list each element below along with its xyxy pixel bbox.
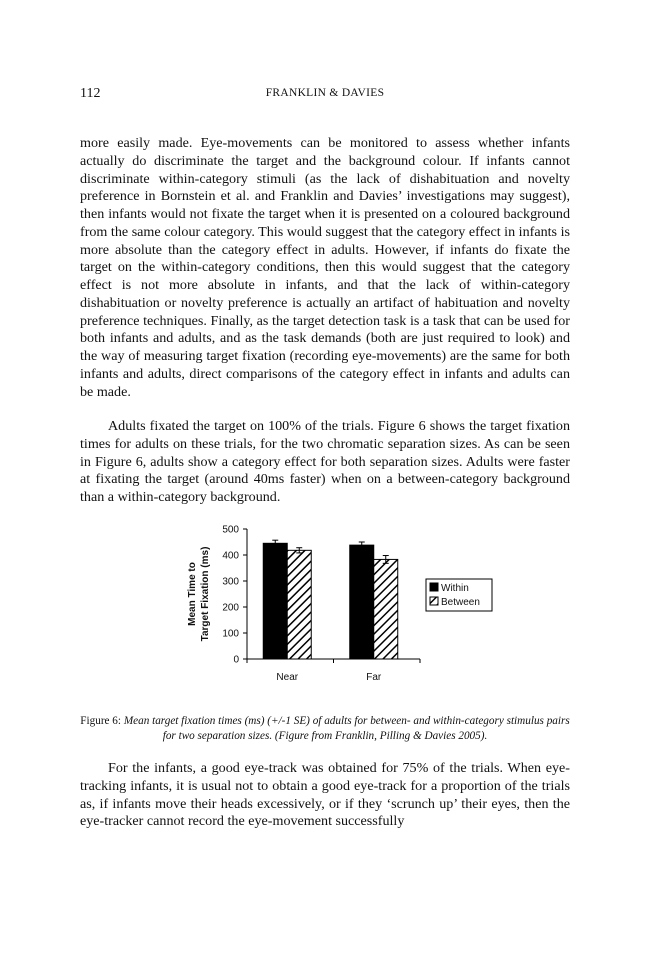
figure-label: Figure 6: bbox=[80, 715, 122, 727]
legend-label-within: Within bbox=[441, 583, 469, 594]
legend-label-between: Between bbox=[441, 597, 480, 608]
figure-caption bbox=[80, 714, 570, 744]
x-tick-label: Near bbox=[276, 672, 299, 683]
y-tick-label: 200 bbox=[222, 602, 239, 614]
y-tick-label: 100 bbox=[222, 628, 239, 640]
y-tick-label: 400 bbox=[222, 550, 239, 562]
y-tick-label: 500 bbox=[222, 524, 239, 536]
legend-swatch-within bbox=[430, 583, 438, 591]
page-number: 112 bbox=[80, 86, 101, 101]
body-paragraph-1: more easily made. Eye-movements can be monitored to assess whether infants actually do discriminate the target and the background colour. If infants cannot discriminate within-category stimuli (as the lack of dishabituation and novelty preference in Bornstein et al. and Franklin and Davies’ investigations may suggest), then infants would not fixate the target when it is presented on a coloured background from the same colour category. This would suggest that the category effect in infants is more absolute than the category effect in adults. However, if infants do fixate the target on the within-category conditions, then this would suggest that the category effect is not more absolute in infants, and that the lack of within-category dishabituation or novelty preference is actually an artifact of habituation and novelty preference techniques. Finally, as the target detection task is a task that can be used for both infants and adults, and as the task demands (both are just required to look) and the way of measuring target fixation (recording eye-movements) are the same for both infants and adults, direct comparisons of the category effect in infants and adults can be made. bbox=[80, 135, 570, 400]
bar-between-far bbox=[374, 559, 398, 659]
legend-swatch-between bbox=[430, 597, 438, 605]
y-tick-label: 0 bbox=[233, 654, 239, 666]
body-paragraph-2: Adults fixated the target on 100% of the trials. Figure 6 shows the target fixation times for adults on these trials, for the two chromatic separation sizes. As can be seen in Figure 6, adults show a category effect for both separation sizes. Adults were faster at fixating the target (around 40ms faster) when on a between-category background than a within-category background. bbox=[80, 418, 570, 505]
figure-6-chart bbox=[175, 518, 505, 690]
bar-within-far bbox=[350, 545, 374, 659]
body-paragraph-3: For the infants, a good eye-track was obtained for 75% of the trials. When eye-tracking infants, it is usual not to obtain a good eye-track for a proportion of the trials as, if infants move their heads excessively, or if they ‘scrunch up’ their eyes, then the eye-tracker cannot record the eye-movement successfully bbox=[80, 760, 570, 830]
running-head: FRANKLIN & DAVIES bbox=[265, 87, 385, 99]
page-header bbox=[80, 86, 570, 104]
figure-caption-text: Mean target fixation times (ms) (+/-1 SE) of adults for between- and within-category stimulus pairs for two separation sizes. (Figure from Franklin, Pilling & Davies 2005). bbox=[123, 715, 570, 742]
y-axis-label: Mean Time to bbox=[187, 562, 198, 626]
y-axis-label: Target Fixation (ms) bbox=[200, 546, 211, 642]
bar-within-near bbox=[263, 543, 287, 659]
y-tick-label: 300 bbox=[222, 576, 239, 588]
x-tick-label: Far bbox=[366, 672, 382, 683]
bar-between-near bbox=[287, 550, 311, 659]
